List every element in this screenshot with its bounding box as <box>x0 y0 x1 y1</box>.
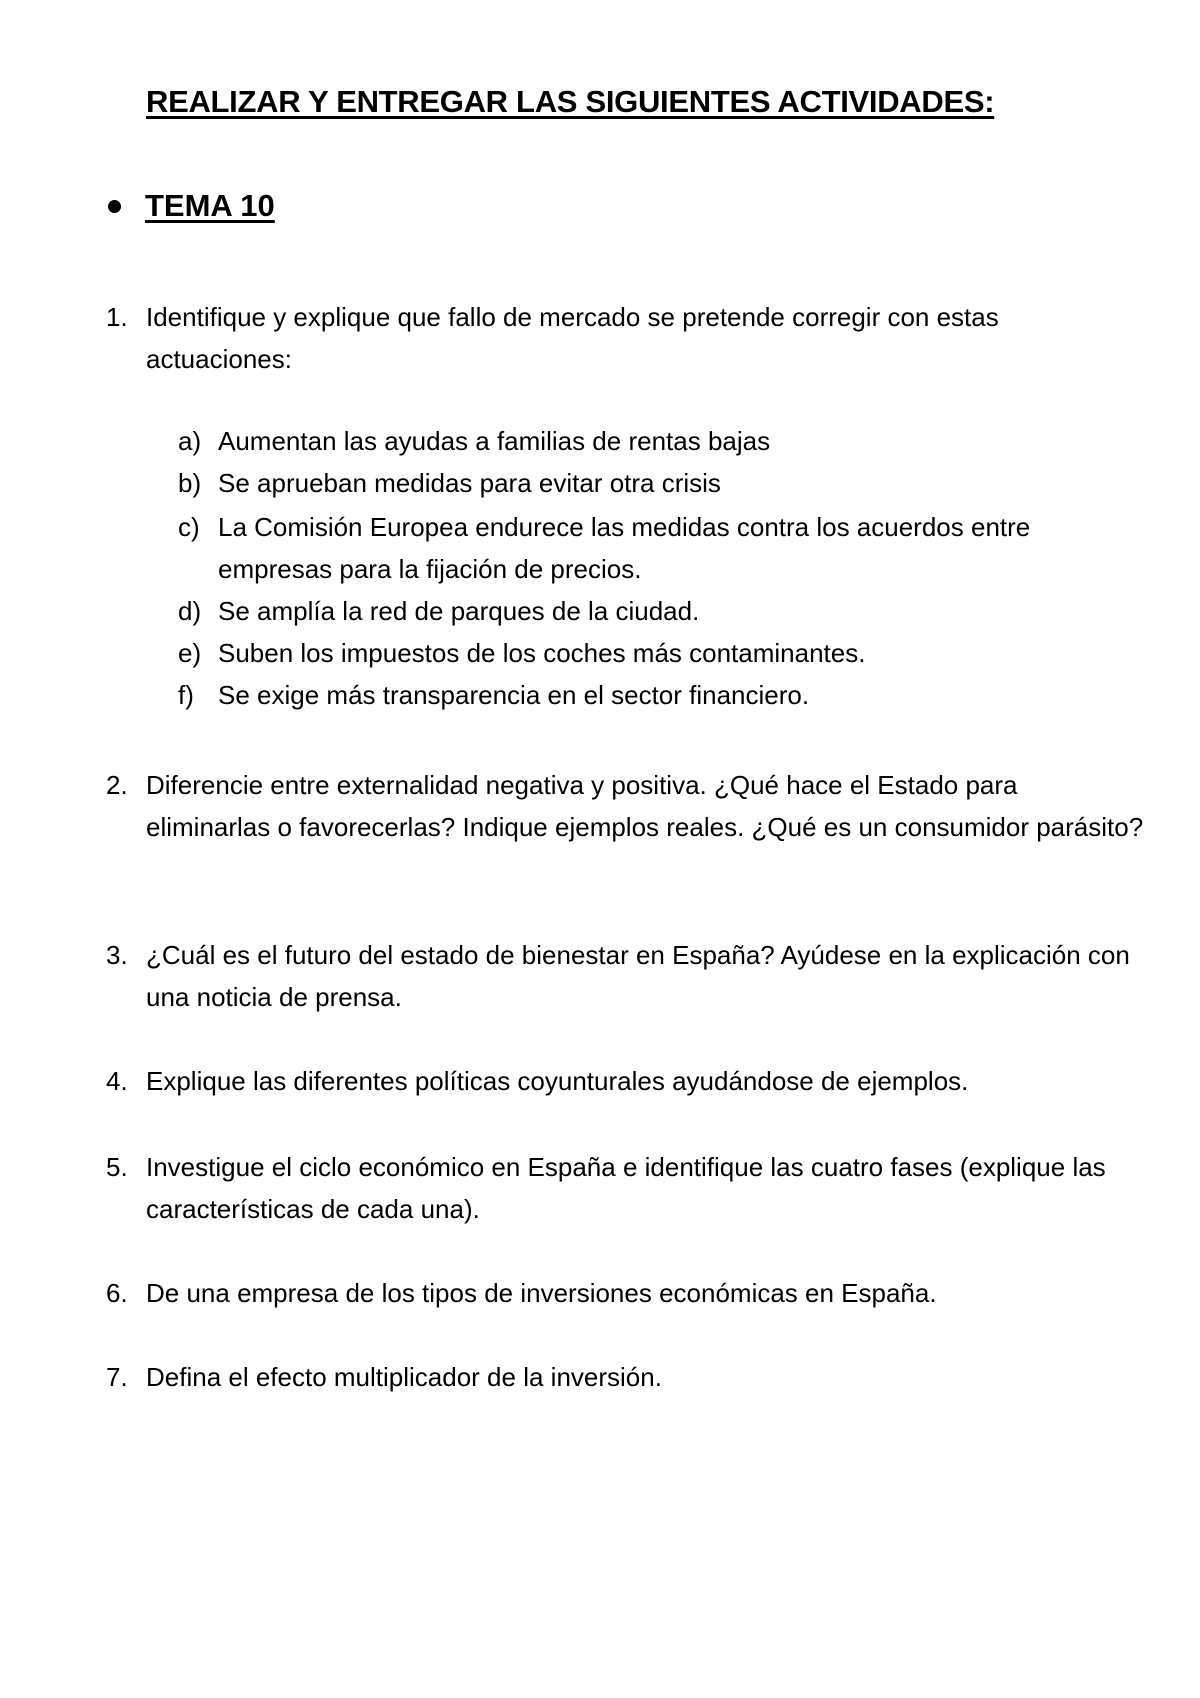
question-text: Investigue el ciclo económico en España e identifique las cuatro fases (explique las características de cada una). <box>146 1152 1106 1224</box>
question-number: 1. <box>106 302 128 332</box>
question-2 <box>106 764 1146 848</box>
question-text: Explique las diferentes políticas coyunturales ayudándose de ejemplos. <box>146 1066 969 1096</box>
question-text: De una empresa de los tipos de inversiones económicas en España. <box>146 1278 937 1308</box>
question-7 <box>106 1356 1146 1398</box>
question-text: Identifique y explique que fallo de mercado se pretende corregir con estas actuaciones: <box>146 302 999 374</box>
subitem-letter: c) <box>178 512 200 542</box>
subitem-text: Se amplía la red de parques de la ciudad. <box>218 596 700 626</box>
question-number: 6. <box>106 1278 128 1308</box>
question-3 <box>106 934 1146 1018</box>
subitem-text: Aumentan las ayudas a familias de rentas bajas <box>218 426 771 456</box>
subitem-e <box>178 632 1138 674</box>
question-text: Defina el efecto multiplicador de la inversión. <box>146 1362 662 1392</box>
subitem-text: Se aprueban medidas para evitar otra crisis <box>218 468 721 498</box>
question-text: ¿Cuál es el futuro del estado de bienestar en España? Ayúdese en la explicación con una noticia de prensa. <box>146 940 1130 1012</box>
question-number: 5. <box>106 1152 128 1182</box>
subitem-text: La Comisión Europea endurece las medidas contra los acuerdos entre empresas para la fijación de precios. <box>218 512 1031 584</box>
subitem-letter: a) <box>178 426 202 456</box>
question-number: 3. <box>106 940 128 970</box>
question-number: 7. <box>106 1362 128 1392</box>
subitem-letter: e) <box>178 638 202 668</box>
question-4 <box>106 1060 1146 1102</box>
subitem-a <box>178 420 1138 462</box>
bullet-icon <box>108 200 121 213</box>
question-text: Diferencie entre externalidad negativa y positiva. ¿Qué hace el Estado para eliminarlas o favorecerlas? Indique ejemplos reales. ¿Qué es un consumidor parásito? <box>146 770 1144 842</box>
subitem-f <box>178 674 1138 716</box>
subitem-b <box>178 462 1138 504</box>
page-title: REALIZAR Y ENTREGAR LAS SIGUIENTES ACTIVIDADES: <box>146 84 995 119</box>
question-6 <box>106 1272 1146 1314</box>
subitem-letter: b) <box>178 468 202 498</box>
question-1 <box>106 296 1146 380</box>
question-number: 4. <box>106 1066 128 1096</box>
subitem-text: Se exige más transparencia en el sector financiero. <box>218 680 810 710</box>
section-heading <box>108 186 275 226</box>
subitem-c <box>178 506 1138 590</box>
subitem-letter: f) <box>178 680 194 710</box>
question-number: 2. <box>106 770 128 800</box>
subitem-letter: d) <box>178 596 202 626</box>
subitem-text: Suben los impuestos de los coches más contaminantes. <box>218 638 866 668</box>
section-label: TEMA 10 <box>145 188 275 223</box>
subitem-d <box>178 590 1138 632</box>
question-5 <box>106 1146 1146 1230</box>
